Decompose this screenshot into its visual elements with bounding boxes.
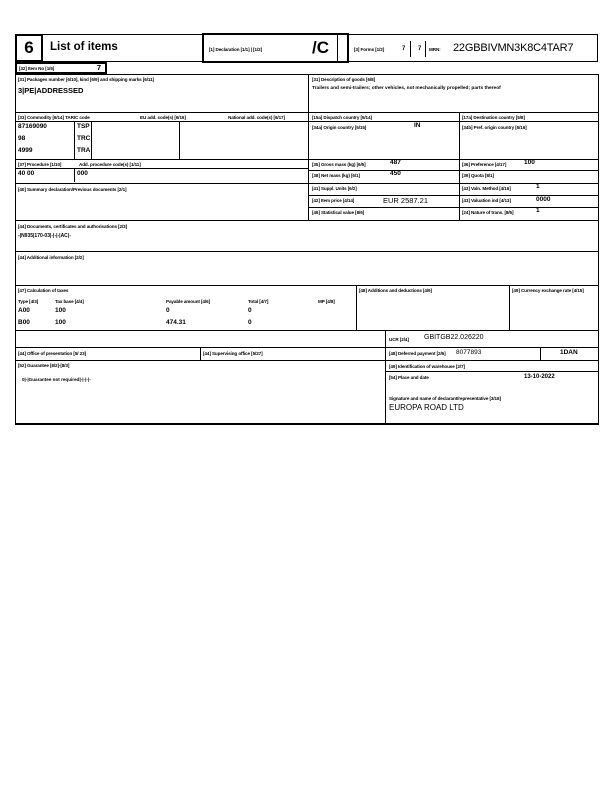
valuation-ind-label: [43] Valuation ind [4/13]: [462, 198, 511, 203]
valuation-ind-value: 0000: [536, 196, 551, 203]
commodity-code-0: 87169090: [18, 123, 47, 130]
valuation-method-label: [43] Valn. Method [4/16]: [462, 186, 511, 191]
additional-info-label: [44] Additional information [2/2]: [18, 255, 84, 260]
guarantee-value: 0|-|Guarantee not required|-|-|-|-: [22, 377, 91, 382]
tax-header-payable: Payable amount [4/6]: [166, 299, 210, 304]
tax-calc-label: [47] Calculation of taxes: [18, 288, 69, 293]
additions-deductions-label: [48] Additions and deductions [4/9]: [359, 288, 432, 293]
valuation-method-value: 1: [536, 183, 540, 190]
tax-row-1-base: 100: [55, 319, 66, 326]
summary-decl-label: [40] Summary declaration/Previous documents [2/1]: [18, 187, 127, 192]
tax-row-1-type: B00: [18, 319, 30, 326]
destination-country-label: [17a] Destination country [5/8]: [462, 115, 525, 120]
nature-trans-value: 1: [536, 207, 540, 214]
page-title: List of items: [50, 41, 118, 53]
eu-add-code-label: EU add. code(s) [6/16]: [140, 115, 186, 120]
tax-row-1-total: 0: [248, 319, 252, 326]
tax-row-1-payable: 474.31: [166, 319, 186, 326]
tax-header-base: Tax base [4/4]: [55, 299, 84, 304]
tax-header-type: Type [4/3]: [18, 299, 39, 304]
tax-header-total: Total [4/7]: [248, 299, 269, 304]
form-number-box: [15, 34, 43, 62]
mrn-value: 22GBBIVMN3K8C4TAR7: [453, 42, 574, 54]
supervising-office-label: [44] Supervising office [5/27]: [203, 351, 263, 356]
statistical-value-label: [46] Statistical value [8/6]: [312, 210, 365, 215]
documents-value: -|N935|170-03|-|-|-|AC|-: [18, 233, 71, 239]
description-label: [31] Description of goods [6/8]: [312, 77, 376, 82]
quota-label: [39] Quota [8/1]: [462, 173, 494, 178]
origin-country-value: IN: [414, 122, 421, 129]
guarantee-label: [52] Guarantee [8/2]-[8/3]: [18, 363, 70, 368]
procedure-label: [37] Procedure [1/10]: [18, 162, 62, 167]
gross-mass-value: 487: [390, 159, 401, 166]
preference-label: [36] Preference [4/17]: [462, 162, 507, 167]
currency-exchange-label: [49] Currency exchange rate [4/15]: [512, 288, 584, 293]
pref-origin-country-label: [34b] Pref. origin country [5/16]: [462, 125, 527, 130]
title-box: [43, 34, 203, 62]
preference-value: 100: [524, 159, 535, 166]
add-procedure-label: Add. procedure code(s) [1/11]: [79, 162, 141, 167]
packages-label: [31] Packages number [6/10], kind [6/9] and shipping marks [6/11]: [18, 77, 154, 82]
identification-warehouse-label: [49] Identification of warehouse [2/7]: [389, 364, 465, 369]
tax-row-0-payable: 0: [166, 307, 170, 314]
place-date-label: [54] Place and date: [389, 375, 429, 380]
forms-label: [3] Forms [1/2]: [354, 47, 385, 52]
form-number: 6: [24, 38, 34, 57]
ucr-label: UCR [2/4]: [389, 337, 409, 342]
mrn-label: MRN:: [429, 47, 441, 52]
dispatch-country-label: [15a] Dispatch country [5/14]: [312, 115, 372, 120]
commodity-type-2: TRA: [77, 147, 91, 154]
declaration-value: /C: [312, 38, 329, 57]
commodity-code-1: 98: [18, 135, 26, 142]
commodity-type-0: TSP: [77, 123, 90, 130]
signature-value: EUROPA ROAD LTD: [389, 403, 464, 412]
documents-label: [44] Documents, certificates and authorisations [2/3]: [18, 224, 128, 229]
nature-trans-label: [24] Nature of trans. [8/5]: [462, 210, 514, 215]
commodity-type-1: TRC: [77, 135, 91, 142]
forms-total: 7: [418, 46, 422, 52]
item-no-box: [15, 62, 107, 74]
commodity-code-2: 4999: [18, 147, 33, 154]
gross-mass-label: [35] Gross mass (kg) [6/5]: [312, 162, 366, 167]
deferred-payment-extra: 1DAN: [560, 349, 578, 356]
description-value: Trailers and semi-trailers; other vehicles, not mechanically propelled; parts thereof: [312, 86, 501, 91]
add-procedure-value: 000: [77, 170, 88, 177]
ucr-value: GBITGB22.026220: [424, 334, 484, 341]
tax-row-0-total: 0: [248, 307, 252, 314]
declaration-box: [202, 33, 349, 63]
procedure-value: 40 00: [18, 170, 35, 177]
forms-current: 7: [402, 46, 406, 52]
forms-mrn-box: [349, 34, 598, 62]
net-mass-value: 450: [390, 170, 401, 177]
item-price-value: EUR 2587.21: [383, 196, 429, 205]
deferred-payment-value: 8077893: [456, 349, 482, 356]
net-mass-label: [38] Net mass (kg) [6/1]: [312, 173, 360, 178]
item-no-value: 7: [96, 63, 101, 72]
national-add-code-label: National add. code(s) [6/17]: [228, 115, 285, 120]
item-no-label: [32] Item No [1/6]: [19, 66, 55, 71]
deferred-payment-label: [48] Deferred payment [2/6]: [389, 351, 446, 356]
signature-label: Signature and name of declarant/representative [3/18]: [389, 396, 501, 401]
tax-row-0-type: A00: [18, 307, 30, 314]
packages-value: 3|PE|ADDRESSED: [18, 86, 84, 95]
office-presentation-label: [44] Office of presentation [5/ 23]: [18, 351, 86, 356]
tax-header-mp: MP [4/8]: [318, 299, 335, 304]
tax-row-0-base: 100: [55, 307, 66, 314]
commodity-label: [33] Commodity [6/14] TARIC code: [18, 115, 90, 120]
item-price-label: [42] Item price [4/14]: [312, 198, 355, 203]
origin-country-label: [34a] Origin country [5/15]: [312, 125, 367, 130]
place-date-value: 13-10-2022: [524, 374, 555, 380]
suppl-units-label: [41] Suppl. Units [6/2]: [312, 186, 357, 191]
declaration-label: [1] Declaration [1/1] | [1/2]: [209, 47, 263, 52]
